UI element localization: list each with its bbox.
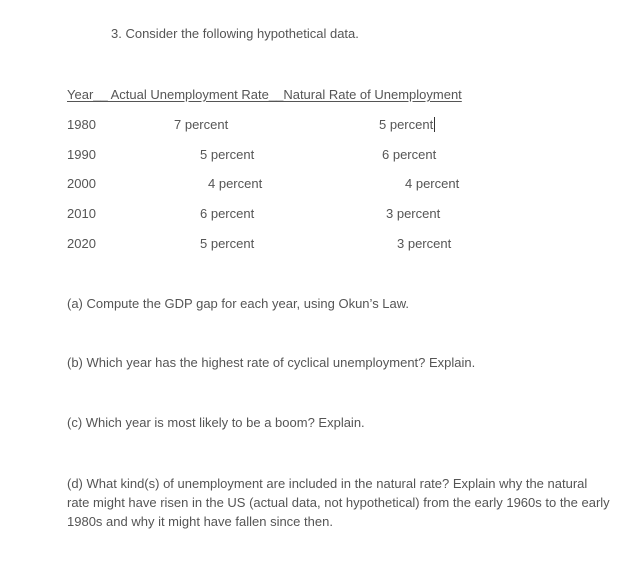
table-row bbox=[0, 206, 638, 222]
year-cell: 2010 bbox=[67, 206, 96, 221]
year-cell: 2020 bbox=[67, 236, 96, 251]
year-cell: 1990 bbox=[67, 147, 96, 162]
problem-heading: 3. Consider the following hypothetical data. bbox=[111, 26, 359, 41]
actual-rate-cell: 4 percent bbox=[208, 176, 263, 191]
table-row bbox=[0, 176, 638, 192]
natural-rate-cell: 3 percent bbox=[397, 236, 452, 251]
table-row bbox=[0, 236, 638, 252]
text-cursor bbox=[434, 117, 435, 132]
question-a: (a) Compute the GDP gap for each year, using Okun’s Law. bbox=[67, 296, 410, 311]
question-b: (b) Which year has the highest rate of cyclical unemployment? Explain. bbox=[67, 355, 476, 370]
actual-rate-cell: 6 percent bbox=[200, 206, 255, 221]
year-cell: 1980 bbox=[67, 117, 96, 132]
table-header: Year__ Actual Unemployment Rate__Natural Rate of Unemployment bbox=[67, 87, 462, 102]
actual-rate-cell: 7 percent bbox=[174, 117, 229, 132]
natural-rate-cell: 3 percent bbox=[386, 206, 441, 221]
actual-rate-cell: 5 percent bbox=[200, 147, 255, 162]
question-c: (c) Which year is most likely to be a boom? Explain. bbox=[67, 415, 365, 430]
natural-rate-cell bbox=[379, 117, 435, 133]
natural-rate-cell: 4 percent bbox=[405, 176, 460, 191]
natural-rate-value: 5 percent bbox=[379, 117, 434, 132]
table-row bbox=[0, 147, 638, 163]
table-row bbox=[0, 117, 638, 133]
year-cell: 2000 bbox=[67, 176, 96, 191]
question-d: (d) What kind(s) of unemployment are included in the natural rate? Explain why the natural rate might have risen in the US (actual data, not hypothetical) from the early 1960s to the early 1980s and why it might have fallen since then. bbox=[67, 476, 610, 529]
natural-rate-cell: 6 percent bbox=[382, 147, 437, 162]
actual-rate-cell: 5 percent bbox=[200, 236, 255, 251]
